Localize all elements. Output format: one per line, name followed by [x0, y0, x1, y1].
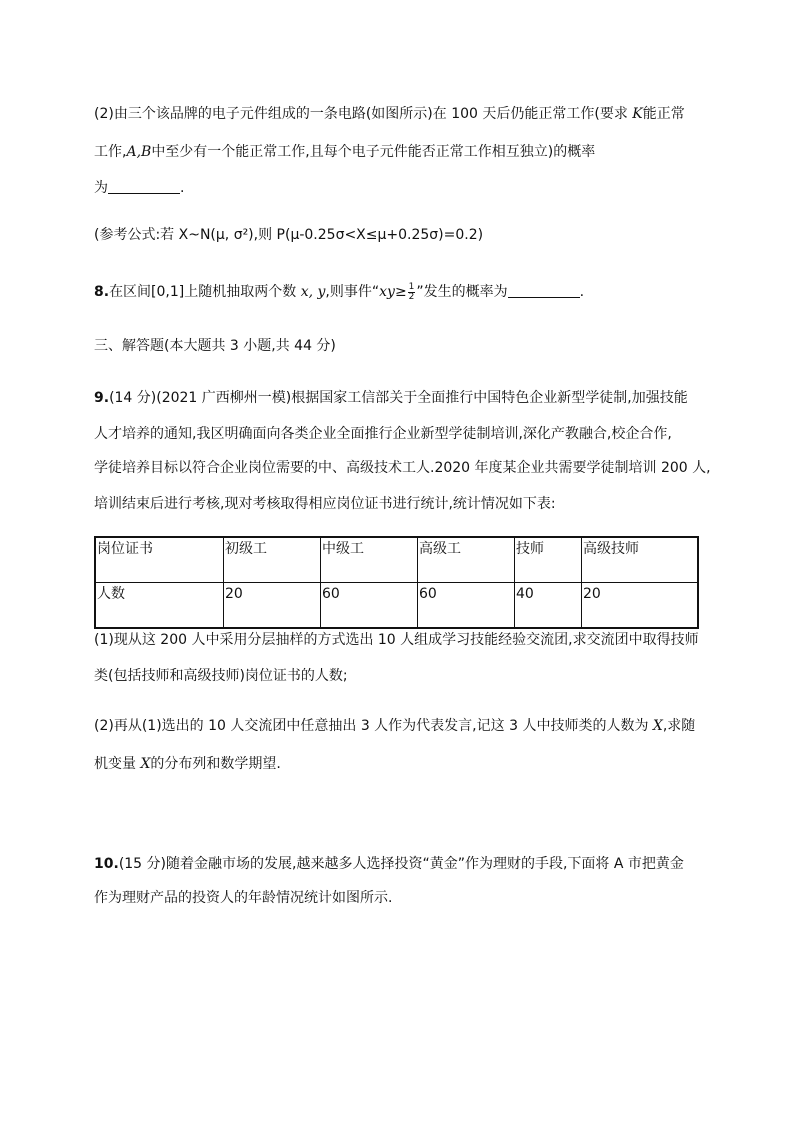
q9-line2: 人才培养的通知,我区明确面向各类企业全面推行企业新型学徒制培训,深化产教融合,校企合作,	[94, 426, 672, 442]
q10-line1: 10.(15 分)随着金融市场的发展,越来越多人选择投资“黄金”作为理财的手段,下面将 A 市把黄金	[94, 856, 684, 872]
table-cell: 60	[321, 583, 418, 629]
section-heading: 三、解答题(本大题共 3 小题,共 44 分)	[94, 338, 336, 354]
answer-blank[interactable]	[108, 179, 180, 194]
q8-line: 8.在区间[0,1]上随机抽取两个数 x, y,则事件“xy≥ $\frac{1}{2}$ ”发生的概率为 .	[94, 281, 585, 302]
table-cell: 人数	[95, 583, 224, 629]
q10-line2: 作为理财产品的投资人的年龄情况统计如图所示.	[94, 890, 393, 906]
table-cell: 60	[418, 583, 515, 629]
fraction-one-half: $\frac{1}{2}$	[408, 281, 415, 302]
table-cell: 岗位证书	[95, 537, 224, 583]
table-cell: 技师	[515, 537, 582, 583]
q7-ref-formula: (参考公式:若 X~N(μ, σ²),则 P(μ-0.25σ<X≤μ+0.25σ)=0.2)	[94, 227, 484, 243]
q9-line3: 学徒培养目标以符合企业岗位需要的中、高级技术工人.2020 年度某企业共需要学徒制培训 200 人,	[94, 460, 711, 476]
answer-blank[interactable]	[508, 283, 580, 298]
table-header-row	[95, 537, 698, 583]
q7-part2-line1: (2)由三个该品牌的电子元件组成的一条电路(如图所示)在 100 天后仍能正常工作(要求 K能正常	[94, 106, 685, 122]
table-cell: 20	[224, 583, 321, 629]
q9-sub1-line2: 类(包括技师和高级技师)岗位证书的人数;	[94, 668, 348, 684]
table-cell: 初级工	[224, 537, 321, 583]
table-cell: 高级技师	[582, 537, 699, 583]
table-cell: 高级工	[418, 537, 515, 583]
q9-sub2-line1: (2)再从(1)选出的 10 人交流团中任意抽出 3 人作为代表发言,记这 3 人中技师类的人数为 X,求随	[94, 718, 696, 734]
var-ab: A,B	[126, 144, 152, 160]
q9-line1: 9.(14 分)(2021 广西柳州一模)根据国家工信部关于全面推行中国特色企业新型学徒制,加强技能	[94, 390, 688, 406]
q7-part2-line2: 工作,A,B中至少有一个能正常工作,且每个电子元件能否正常工作相互独立)的概率	[94, 144, 596, 160]
q7-part2-line3: 为 .	[94, 180, 185, 196]
q9-sub2-line2: 机变量 X的分布列和数学期望.	[94, 756, 281, 772]
q9-line4: 培训结束后进行考核,现对考核取得相应岗位证书进行统计,统计情况如下表:	[94, 496, 556, 512]
q9-sub1-line1: (1)现从这 200 人中采用分层抽样的方式选出 10 人组成学习技能经验交流团,求交流团中取得技师	[94, 632, 699, 648]
table-row	[95, 583, 698, 629]
table-cell: 中级工	[321, 537, 418, 583]
table-cell: 20	[582, 583, 699, 629]
certificate-table	[94, 536, 699, 629]
var-k: K	[632, 106, 643, 122]
table-cell: 40	[515, 583, 582, 629]
